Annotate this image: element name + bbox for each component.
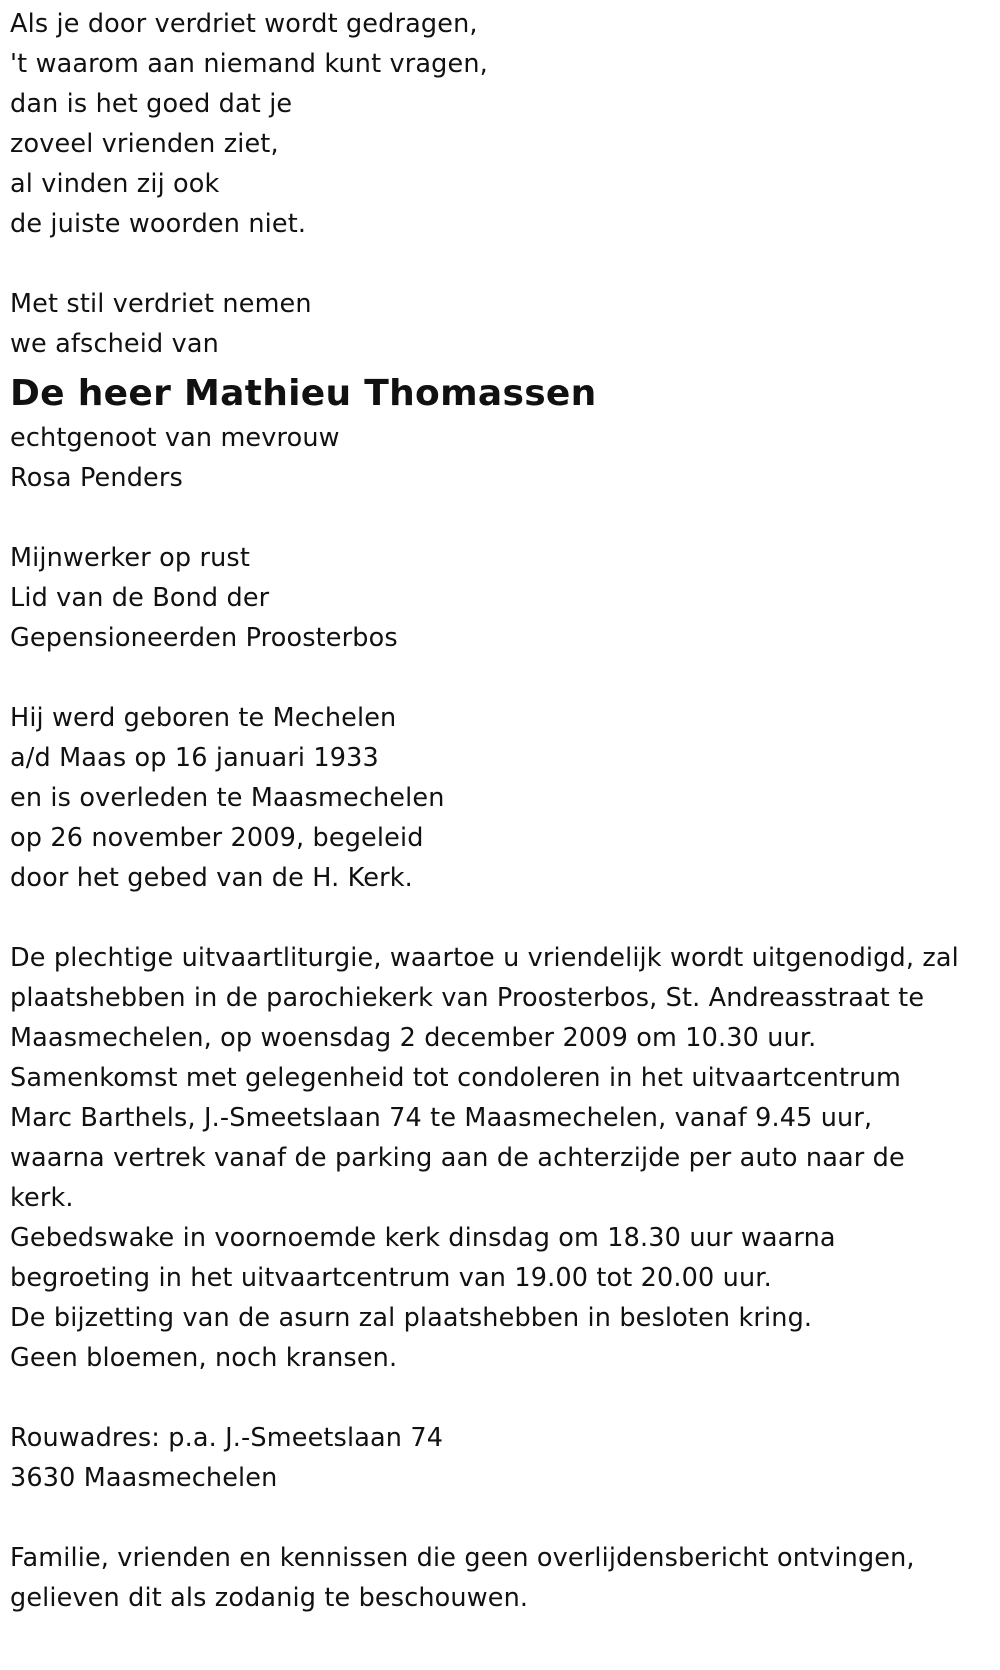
intro-line: Met stil verdriet nemen [10, 289, 312, 319]
closing-block [10, 1538, 995, 1618]
spacer [10, 898, 995, 938]
spouse-block [10, 418, 995, 498]
life-line: a/d Maas op 16 januari 1933 [10, 743, 379, 773]
poem-block [10, 4, 995, 244]
deceased-name: De heer Mathieu Thomassen [10, 373, 597, 414]
funeral-line: kerk. [10, 1183, 74, 1213]
funeral-line: plaatshebben in de parochiekerk van Proosterbos, St. Andreasstraat te [10, 983, 925, 1013]
occupation-line: Mijnwerker op rust [10, 543, 251, 573]
address-block [10, 1418, 995, 1498]
life-line: op 26 november 2009, begeleid [10, 823, 424, 853]
funeral-block [10, 938, 995, 1378]
funeral-line: begroeting in het uitvaartcentrum van 19.00 tot 20.00 uur. [10, 1263, 772, 1293]
spacer [10, 498, 995, 538]
funeral-line: waarna vertrek vanaf de parking aan de achterzijde per auto naar de [10, 1143, 905, 1173]
life-line: en is overleden te Maasmechelen [10, 783, 445, 813]
poem-line: al vinden zij ook [10, 169, 220, 199]
closing-line: Familie, vrienden en kennissen die geen overlijdensbericht ontvingen, [10, 1543, 915, 1573]
address-line: 3630 Maasmechelen [10, 1463, 278, 1493]
life-line: door het gebed van de H. Kerk. [10, 863, 413, 893]
poem-line: Als je door verdriet wordt gedragen, [10, 9, 478, 39]
funeral-line: Samenkomst met gelegenheid tot condoleren in het uitvaartcentrum [10, 1063, 901, 1093]
poem-line: de juiste woorden niet. [10, 209, 307, 239]
life-line: Hij werd geboren te Mechelen [10, 703, 397, 733]
funeral-line: De bijzetting van de asurn zal plaatshebben in besloten kring. [10, 1303, 813, 1333]
intro-line: we afscheid van [10, 329, 219, 359]
occupation-line: Gepensioneerden Proosterbos [10, 623, 398, 653]
poem-line: 't waarom aan niemand kunt vragen, [10, 49, 488, 79]
funeral-line: Maasmechelen, op woensdag 2 december 2009 om 10.30 uur. [10, 1023, 817, 1053]
spacer [10, 658, 995, 698]
poem-line: dan is het goed dat je [10, 89, 293, 119]
address-line: Rouwadres: p.a. J.-Smeetslaan 74 [10, 1423, 444, 1453]
funeral-line: Marc Barthels, J.-Smeetslaan 74 te Maasmechelen, vanaf 9.45 uur, [10, 1103, 873, 1133]
closing-line: gelieven dit als zodanig te beschouwen. [10, 1583, 529, 1613]
life-block [10, 698, 995, 898]
spacer [10, 1378, 995, 1418]
death-notice [10, 4, 995, 1618]
spouse-line: Rosa Penders [10, 463, 183, 493]
funeral-line: Geen bloemen, noch kransen. [10, 1343, 398, 1373]
funeral-line: Gebedswake in voornoemde kerk dinsdag om 18.30 uur waarna [10, 1223, 836, 1253]
spacer [10, 1498, 995, 1538]
occupation-line: Lid van de Bond der [10, 583, 270, 613]
poem-line: zoveel vrienden ziet, [10, 129, 279, 159]
occupation-block [10, 538, 995, 658]
spacer [10, 244, 995, 284]
spouse-line: echtgenoot van mevrouw [10, 423, 340, 453]
intro-block [10, 284, 995, 364]
funeral-line: De plechtige uitvaartliturgie, waartoe u vriendelijk wordt uitgenodigd, zal [10, 943, 959, 973]
